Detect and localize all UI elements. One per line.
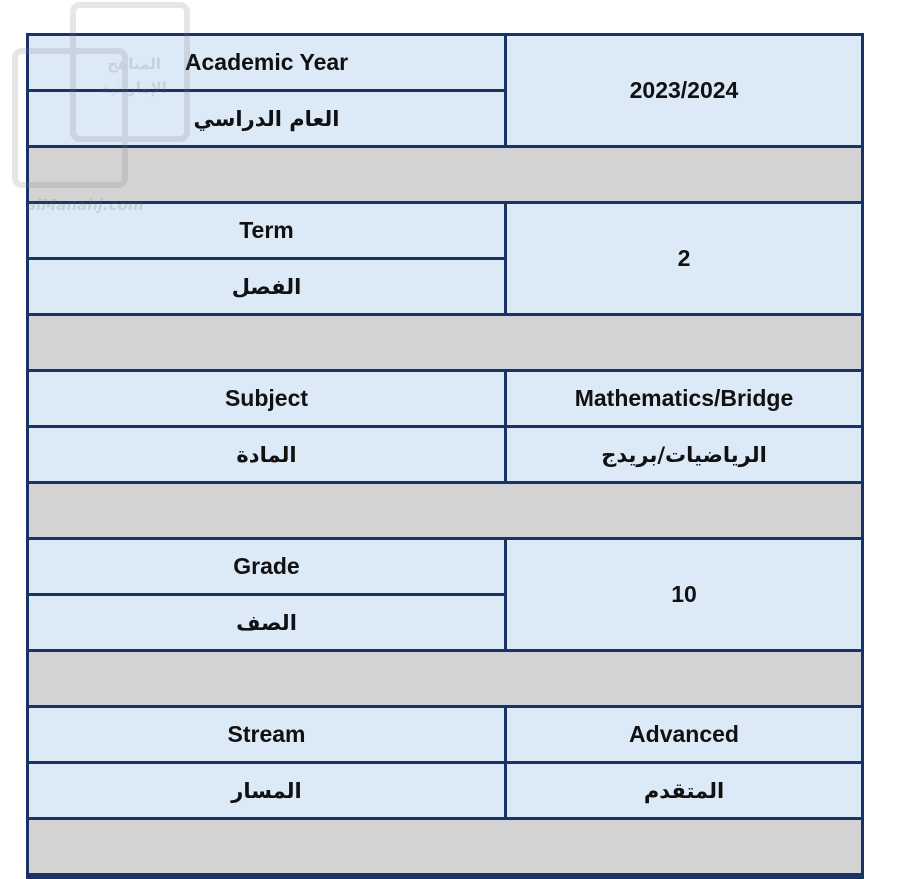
subject-value-ar: الرياضيات/بريدج <box>507 428 861 481</box>
term-label-en: Term <box>29 204 504 257</box>
stream-value-ar: المتقدم <box>507 764 861 817</box>
grade-label-ar: الصف <box>29 596 504 649</box>
info-table <box>26 33 864 879</box>
subject-label-en: Subject <box>29 372 504 425</box>
term-label-ar: الفصل <box>29 260 504 313</box>
stream-value-en: Advanced <box>507 708 861 761</box>
grade-value: 10 <box>507 540 861 649</box>
term-value: 2 <box>507 204 861 313</box>
subject-label-ar: المادة <box>29 428 504 481</box>
stream-label-en: Stream <box>29 708 504 761</box>
row-separator <box>29 316 861 369</box>
academic-year-label-ar: العام الدراسي <box>29 92 504 145</box>
row-separator <box>29 652 861 705</box>
academic-year-value: 2023/2024 <box>507 36 861 145</box>
row-separator <box>29 484 861 537</box>
grade-label-en: Grade <box>29 540 504 593</box>
row-separator <box>29 148 861 201</box>
subject-value-en: Mathematics/Bridge <box>507 372 861 425</box>
stream-label-ar: المسار <box>29 764 504 817</box>
academic-year-label-en: Academic Year <box>29 36 504 89</box>
row-separator <box>29 820 861 873</box>
